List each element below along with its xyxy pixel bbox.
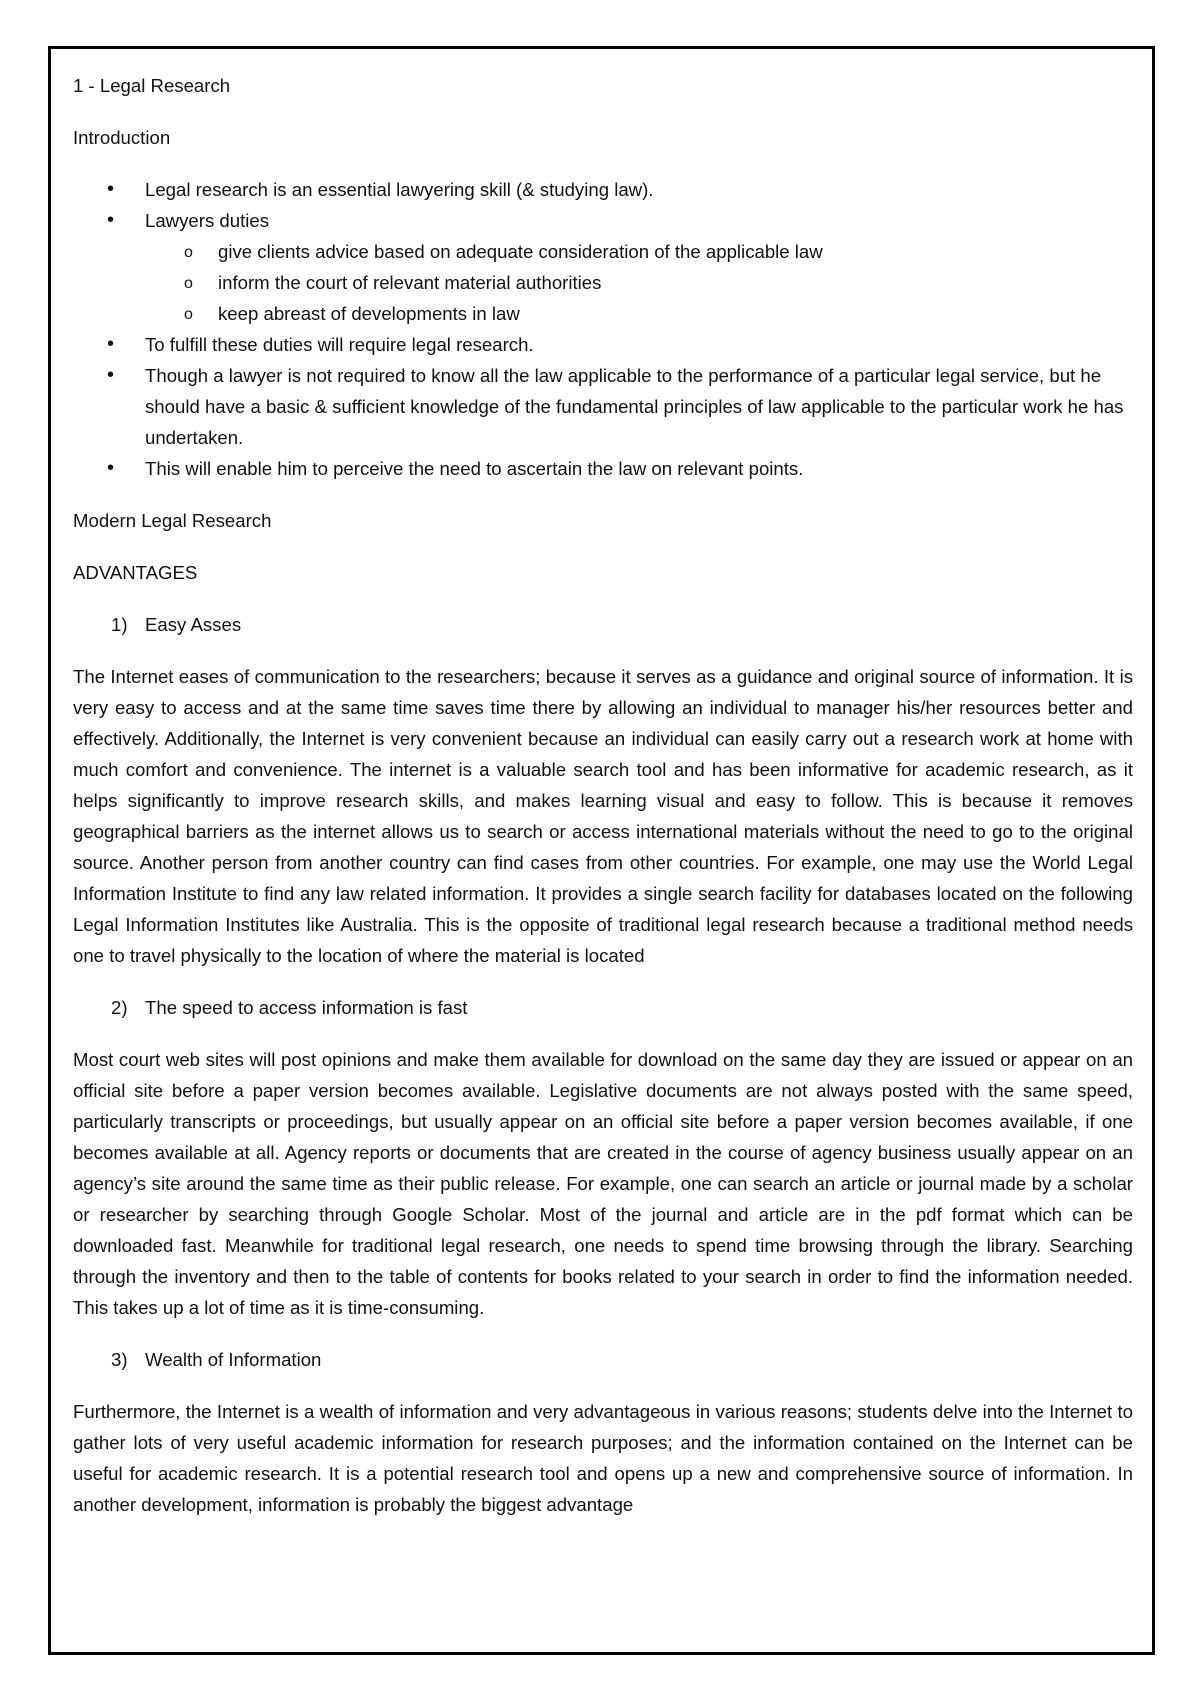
sub-bullet-item xyxy=(145,236,1133,267)
duties-sub-list xyxy=(145,236,1133,329)
sub-bullet-text: inform the court of relevant material authorities xyxy=(218,272,602,293)
bullet-item xyxy=(73,329,1133,360)
intro-bullet-list xyxy=(73,174,1133,484)
bullet-text: This will enable him to perceive the need to ascertain the law on relevant points. xyxy=(145,458,804,479)
bullet-icon: • xyxy=(107,457,115,479)
bullet-item xyxy=(73,205,1133,329)
bullet-icon: • xyxy=(107,333,115,355)
bullet-icon: • xyxy=(107,178,115,200)
advantage-heading xyxy=(73,1344,1133,1375)
advantage-number: 3) xyxy=(111,1349,128,1370)
bullet-item xyxy=(73,174,1133,205)
sub-bullet-text: keep abreast of developments in law xyxy=(218,303,520,324)
advantage-title: Wealth of Information xyxy=(145,1349,322,1370)
advantage-heading xyxy=(73,609,1133,640)
circle-bullet-icon: o xyxy=(184,275,193,292)
advantage-body: Furthermore, the Internet is a wealth of information and very advantageous in various reasons; students delve into the Internet to gather lots of very useful academic information for research purposes; and the information contained on the Internet can be useful for academic research. It is a potential research tool and opens up a new and comprehensive source of information. In another development, information is probably the biggest advantage xyxy=(73,1401,1133,1515)
advantage-body: Most court web sites will post opinions and make them available for download on the same day they are issued or appear on an official site before a paper version becomes available. Legislative documents are not always posted with the same speed, particularly transcripts or proceedings, but usually appear on an official site before a paper version becomes available, if one becomes available at all. Agency reports or documents that are created in the course of agency business usually appear on an agency’s site around the same time as their public release. For example, one can search an article or journal made by a scholar or researcher by searching through Google Scholar. Most of the journal and article are in the pdf format which can be downloaded fast. Meanwhile for traditional legal research, one needs to spend time browsing through the library. Searching through the inventory and then to the table of contents for books related to your search in order to find the information needed. This takes up a lot of time as it is time-consuming. xyxy=(73,1049,1133,1318)
advantage-body: The Internet eases of communication to the researchers; because it serves as a guidance and original source of information. It is very easy to access and at the same time saves time there by allowing an individual to manager his/her resources better and effectively. Additionally, the Internet is very convenient because an individual can easily carry out a research work at home with much comfort and convenience. The internet is a valuable search tool and has been informative for academic research, as it helps significantly to improve research skills, and makes learning visual and easy to follow. This is because it removes geographical barriers as the internet allows us to search or access international materials without the need to go to the original source. Another person from another country can find cases from other countries. For example, one may use the World Legal Information Institute to find any law related information. It provides a single search facility for databases located on the following Legal Information Institutes like Australia. This is the opposite of traditional legal research because a traditional method needs one to travel physically to the location of where the material is located xyxy=(73,666,1133,966)
sub-bullet-item xyxy=(145,298,1133,329)
circle-bullet-icon: o xyxy=(184,244,193,261)
advantage-heading xyxy=(73,992,1133,1023)
sub-bullet-item xyxy=(145,267,1133,298)
bullet-item xyxy=(73,360,1133,453)
advantage-number: 1) xyxy=(111,614,128,635)
document-title: 1 - Legal Research xyxy=(73,75,231,96)
bullet-icon: • xyxy=(107,209,115,231)
bullet-text: Legal research is an essential lawyering skill (& studying law). xyxy=(145,179,654,200)
intro-heading: Introduction xyxy=(73,127,171,148)
sub-bullet-text: give clients advice based on adequate consideration of the applicable law xyxy=(218,241,823,262)
advantage-title: The speed to access information is fast xyxy=(145,997,468,1018)
bullet-text: Though a lawyer is not required to know all the law applicable to the performance of a particular legal service, but he should have a basic & sufficient knowledge of the fundamental principles of law applicable to the particular work he has undertaken. xyxy=(145,365,1124,448)
bullet-text: Lawyers duties xyxy=(145,210,270,231)
bullet-text: To fulfill these duties will require legal research. xyxy=(145,334,534,355)
advantages-heading: ADVANTAGES xyxy=(73,562,198,583)
bullet-icon: • xyxy=(107,364,115,386)
circle-bullet-icon: o xyxy=(184,306,193,323)
advantage-title: Easy Asses xyxy=(145,614,242,635)
advantage-number: 2) xyxy=(111,997,128,1018)
bullet-item xyxy=(73,453,1133,484)
modern-heading: Modern Legal Research xyxy=(73,510,272,531)
document-body xyxy=(73,70,1133,1541)
